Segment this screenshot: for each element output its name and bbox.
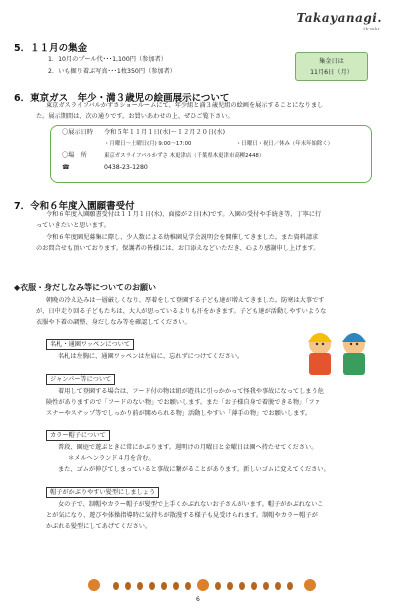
section5-item-1: 1．10月のプール代･･･1,100円（参加者） <box>48 56 167 63</box>
section6-para-2: た。展示期間は、次の通りです。お買いあわせの上、ぜひご覧下さい。 <box>36 113 234 120</box>
phone-icon: ☎ <box>62 164 70 171</box>
item-cap-head: カラー帽子について <box>46 430 110 441</box>
notice-line-1: 集金日は <box>319 58 344 65</box>
item-hairstyle-line-2: とが気になり、遊びや体操指導時に気持ちが散漫する様子も見受けられます。制帽やカラー帽子が <box>46 512 318 519</box>
exhibit-phone: 0438-23-1280 <box>104 164 148 171</box>
section7-para-1: 令和６年度入園願書受付は１１月１日(水)、面接が２日(木)です。入園の受付や手続き等、丁寧に行 <box>46 211 322 218</box>
item-jumper-line-1: 着用して登園する場合は、フード付の物は紐が遊具に引っかかって怪我や事故になってしまう危 <box>58 388 324 395</box>
section6-title: 6．東京ガス 年少・満３歳児の絵画展示について <box>14 93 230 104</box>
item-jumper-line-2: 険性がありますので「フードのない物」でお願いします。また「お子様自身で着脱できる物」「ファ <box>46 399 321 406</box>
section7-para-3: 令和６年度園児募集に際し、少人数による幼稚園見学会説明会を開催してきました。また資料請求 <box>46 234 319 241</box>
collection-day-notice <box>295 52 368 81</box>
item-nametag-line-1: 名札は左胸に、通園ワッペンは左肩に、忘れずにつけてください。 <box>58 353 244 360</box>
item-jumper-line-3: スナーやスナップ等でしっかり前が開められる物」活動しやすい「薄手の物」でお願いします。 <box>46 410 312 417</box>
section7-para-4: のお問合せも頂いております。保護者の皆様には、お口添えなどいただき、心より感謝申し上げます。 <box>36 245 320 252</box>
clothes-intro-3: 衣服や下着の調整、身だしなみ等を確認してください。 <box>36 319 191 326</box>
item-hairstyle-line-1: 女の子で、制帽やカラー帽子が髪型で上手くかぶれないお子さんがいます。帽子がかぶれないこ <box>58 501 324 508</box>
clothes-heading: ◆衣服・身だしなみ等についてのお願い <box>14 283 156 292</box>
exhibit-period-label: 〇展示日時 <box>62 129 93 136</box>
item-nametag-head: 名札・通園ワッペンについて <box>46 339 134 350</box>
item-cap-line-2: ＊メルヘンランド４月を含む。 <box>68 455 155 462</box>
item-jumper-head: ジャンパー等について <box>46 374 115 385</box>
section7-para-2: っていきたいと思います。 <box>36 222 110 229</box>
logo-text: Takayanagi. <box>296 11 382 25</box>
section5-title: 5．１１月の集金 <box>14 43 88 54</box>
section7-title: 7．令和６年度入園願書受付 <box>14 201 135 212</box>
page-number: 6 <box>196 596 200 603</box>
school-logo <box>296 11 382 31</box>
item-hairstyle-line-3: かぶれる髪型にしてあげてください。 <box>46 523 152 530</box>
clothes-intro-2: が、日中走り回る子どもたちは、大人が思っているよりも汗をかきます。子ども達が活動しやすいような <box>36 308 327 315</box>
notice-line-2: 11月6日（月） <box>310 69 353 76</box>
item-cap-line-1: 普段、園庭で遊ぶときに常にかぶります。週明けの月曜日と金曜日は園へ持たせてください。 <box>58 444 318 451</box>
item-hairstyle-head: 帽子がかぶりやすい髪型にしましょう <box>46 487 159 498</box>
section5-item-2: 2．いも掘り着ぶ写真･･･1枚350円（参加者） <box>48 68 176 75</box>
acorn-border-decoration <box>88 576 318 592</box>
item-cap-line-3: また、ゴムが伸びてしまっていると事故に繋がることがあります。新しいゴムに変えてください。 <box>58 466 330 473</box>
exhibit-place-label: 〇場 所 <box>62 152 87 159</box>
exhibit-period-value: 令和５年１１月１日(水)～１２月２０日(水) <box>104 129 226 136</box>
clothes-intro-1: 朝晩の冷え込みは一層厳しくなり、厚着をして登園する子ども達が増えてきました。防寒は大事です <box>46 297 325 304</box>
section6-para-1: 東京ガスライフバルかずさショールームにて、年少組と満３歳児組の絵画を展示することになりまし <box>46 102 324 109</box>
exhibit-hours-sunday: ・日曜日・祝日／休み（年末年始除く） <box>236 141 334 147</box>
children-illustration <box>300 320 378 380</box>
logo-subtext: tk-mhr <box>363 26 380 31</box>
exhibit-hours-weekday: ・月曜日～土曜日(月) 9:00～17:00 <box>104 141 192 147</box>
exhibit-place-value: 東京ガスライフバルかずさ 木更津店（千葉県木更津市高柳2448） <box>104 153 265 159</box>
